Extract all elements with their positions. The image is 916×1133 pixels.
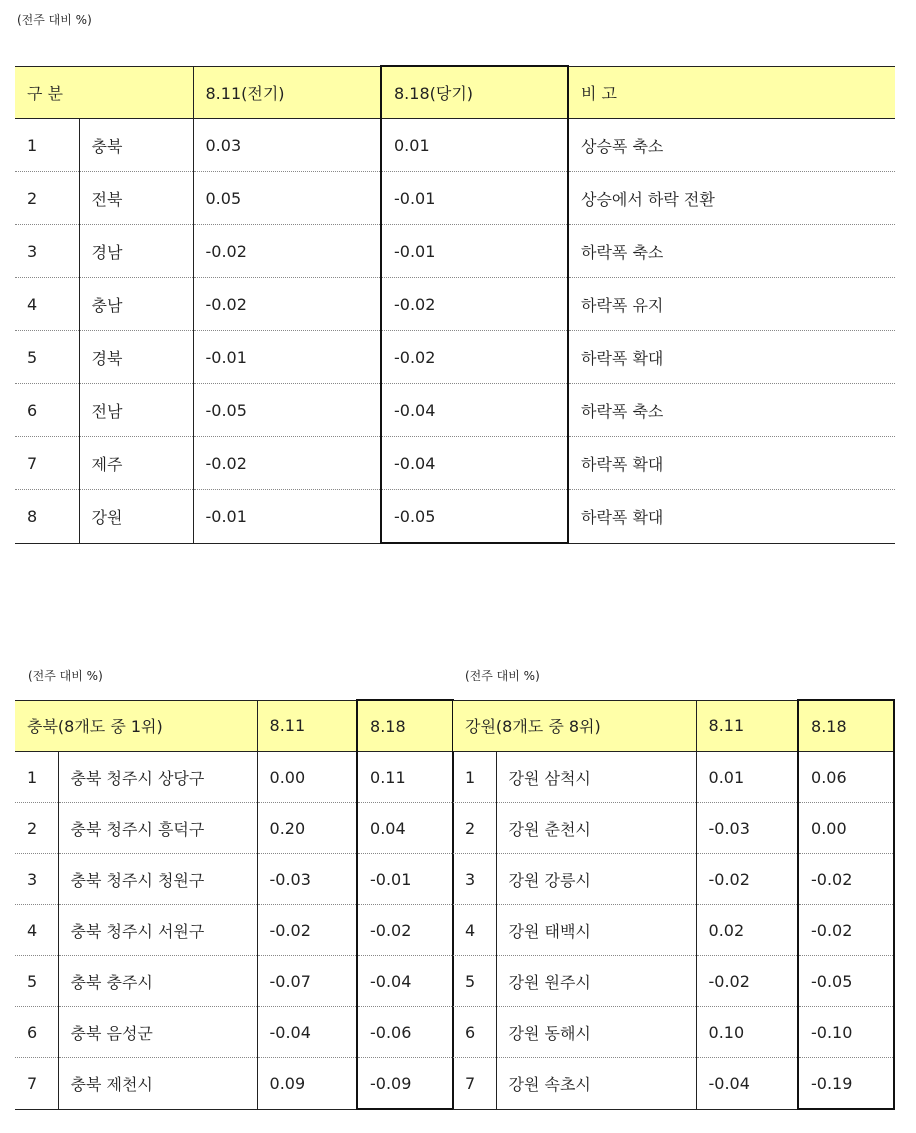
remark-cell: 하락폭 축소 xyxy=(568,225,895,278)
region-cell: 경북 xyxy=(79,331,193,384)
area-cell: 충북 충주시 xyxy=(58,956,257,1007)
table-row xyxy=(15,331,895,384)
prev-week-cell: -0.04 xyxy=(696,1058,798,1110)
prev-week-cell: -0.02 xyxy=(696,956,798,1007)
area-cell: 강원 춘천시 xyxy=(496,803,696,854)
province-change-table xyxy=(15,65,895,544)
unit-note-top: (전주 대비 %) xyxy=(17,13,92,27)
area-cell: 강원 속초시 xyxy=(496,1058,696,1110)
curr-week-cell: 0.00 xyxy=(798,803,894,854)
table-header-row xyxy=(15,66,895,119)
table-row xyxy=(15,278,895,331)
area-cell: 충북 청주시 청원구 xyxy=(58,854,257,905)
prev-week-cell: -0.03 xyxy=(257,854,357,905)
rank-cell: 5 xyxy=(453,956,496,1007)
region-cell: 강원 xyxy=(79,490,193,544)
table-row xyxy=(453,956,894,1007)
curr-week-cell: -0.05 xyxy=(381,490,568,544)
header-prev-week: 8.11 xyxy=(257,700,357,752)
table-row xyxy=(15,437,895,490)
prev-week-cell: -0.03 xyxy=(696,803,798,854)
region-cell: 충북 xyxy=(79,119,193,172)
area-cell: 강원 원주시 xyxy=(496,956,696,1007)
curr-week-cell: -0.04 xyxy=(381,384,568,437)
rank-cell: 7 xyxy=(15,1058,58,1110)
prev-week-cell: -0.04 xyxy=(257,1007,357,1058)
region-cell: 충남 xyxy=(79,278,193,331)
prev-week-cell: -0.02 xyxy=(257,905,357,956)
rank-cell: 3 xyxy=(15,225,79,278)
table-row xyxy=(453,905,894,956)
prev-week-cell: -0.07 xyxy=(257,956,357,1007)
curr-week-cell: 0.04 xyxy=(357,803,453,854)
table-row xyxy=(15,384,895,437)
region-cell: 전북 xyxy=(79,172,193,225)
prev-week-cell: -0.01 xyxy=(193,331,381,384)
prev-week-cell: 0.10 xyxy=(696,1007,798,1058)
prev-week-cell: 0.20 xyxy=(257,803,357,854)
curr-week-cell: -0.01 xyxy=(381,225,568,278)
curr-week-cell: -0.09 xyxy=(357,1058,453,1110)
table-row xyxy=(15,172,895,225)
rank-cell: 1 xyxy=(453,752,496,803)
curr-week-cell: -0.02 xyxy=(798,905,894,956)
curr-week-cell: 0.11 xyxy=(357,752,453,803)
curr-week-cell: -0.02 xyxy=(357,905,453,956)
curr-week-cell: -0.04 xyxy=(381,437,568,490)
header-remark: 비 고 xyxy=(568,66,895,119)
area-cell: 강원 강릉시 xyxy=(496,854,696,905)
rank-cell: 2 xyxy=(15,172,79,225)
header-title: 강원(8개도 중 8위) xyxy=(453,700,696,752)
rank-cell: 6 xyxy=(15,1007,58,1058)
table-row xyxy=(15,905,453,956)
area-cell: 충북 청주시 서원구 xyxy=(58,905,257,956)
remark-cell: 하락폭 확대 xyxy=(568,490,895,544)
header-title: 충북(8개도 중 1위) xyxy=(15,700,257,752)
prev-week-cell: 0.09 xyxy=(257,1058,357,1110)
area-cell: 충북 제천시 xyxy=(58,1058,257,1110)
prev-week-cell: -0.02 xyxy=(193,225,381,278)
remark-cell: 하락폭 확대 xyxy=(568,437,895,490)
rank-cell: 5 xyxy=(15,331,79,384)
curr-week-cell: -0.02 xyxy=(798,854,894,905)
rank-cell: 7 xyxy=(15,437,79,490)
unit-note-chungbuk: (전주 대비 %) xyxy=(28,669,103,683)
rank-cell: 6 xyxy=(15,384,79,437)
curr-week-cell: -0.01 xyxy=(357,854,453,905)
rank-cell: 3 xyxy=(15,854,58,905)
header-curr-week: 8.18 xyxy=(357,700,453,752)
header-curr-week: 8.18(당기) xyxy=(381,66,568,119)
prev-week-cell: 0.00 xyxy=(257,752,357,803)
rank-cell: 2 xyxy=(15,803,58,854)
prev-week-cell: 0.02 xyxy=(696,905,798,956)
table-row xyxy=(15,1058,453,1110)
curr-week-cell: -0.01 xyxy=(381,172,568,225)
table-header-row xyxy=(453,700,894,752)
prev-week-cell: -0.02 xyxy=(193,278,381,331)
table-row xyxy=(453,1007,894,1058)
region-cell: 제주 xyxy=(79,437,193,490)
prev-week-cell: -0.02 xyxy=(193,437,381,490)
rank-cell: 1 xyxy=(15,119,79,172)
table-row xyxy=(453,752,894,803)
chungbuk-table xyxy=(15,699,454,1110)
table-row xyxy=(15,803,453,854)
remark-cell: 하락폭 유지 xyxy=(568,278,895,331)
header-prev-week: 8.11 xyxy=(696,700,798,752)
area-cell: 강원 동해시 xyxy=(496,1007,696,1058)
remark-cell: 상승에서 하락 전환 xyxy=(568,172,895,225)
curr-week-cell: -0.05 xyxy=(798,956,894,1007)
curr-week-cell: 0.06 xyxy=(798,752,894,803)
curr-week-cell: 0.01 xyxy=(381,119,568,172)
unit-note-gangwon: (전주 대비 %) xyxy=(465,669,540,683)
prev-week-cell: -0.02 xyxy=(696,854,798,905)
header-prev-week: 8.11(전기) xyxy=(193,66,381,119)
curr-week-cell: -0.19 xyxy=(798,1058,894,1110)
remark-cell: 하락폭 축소 xyxy=(568,384,895,437)
table-row xyxy=(15,752,453,803)
area-cell: 강원 삼척시 xyxy=(496,752,696,803)
remark-cell: 상승폭 축소 xyxy=(568,119,895,172)
area-cell: 충북 청주시 상당구 xyxy=(58,752,257,803)
table-row xyxy=(15,225,895,278)
curr-week-cell: -0.02 xyxy=(381,278,568,331)
region-cell: 경남 xyxy=(79,225,193,278)
area-cell: 강원 태백시 xyxy=(496,905,696,956)
table-header-row xyxy=(15,700,453,752)
gangwon-table xyxy=(453,699,895,1110)
table-row xyxy=(453,1058,894,1110)
rank-cell: 2 xyxy=(453,803,496,854)
prev-week-cell: 0.05 xyxy=(193,172,381,225)
table-row xyxy=(15,854,453,905)
header-category: 구 분 xyxy=(15,66,193,119)
rank-cell: 4 xyxy=(453,905,496,956)
table-row xyxy=(15,956,453,1007)
region-cell: 전남 xyxy=(79,384,193,437)
rank-cell: 4 xyxy=(15,278,79,331)
rank-cell: 7 xyxy=(453,1058,496,1110)
rank-cell: 8 xyxy=(15,490,79,544)
rank-cell: 1 xyxy=(15,752,58,803)
curr-week-cell: -0.10 xyxy=(798,1007,894,1058)
curr-week-cell: -0.06 xyxy=(357,1007,453,1058)
table-row xyxy=(15,119,895,172)
prev-week-cell: 0.03 xyxy=(193,119,381,172)
prev-week-cell: -0.05 xyxy=(193,384,381,437)
remark-cell: 하락폭 확대 xyxy=(568,331,895,384)
table-row xyxy=(15,490,895,544)
area-cell: 충북 청주시 흥덕구 xyxy=(58,803,257,854)
table-row xyxy=(453,854,894,905)
curr-week-cell: -0.04 xyxy=(357,956,453,1007)
table-row xyxy=(15,1007,453,1058)
header-curr-week: 8.18 xyxy=(798,700,894,752)
rank-cell: 5 xyxy=(15,956,58,1007)
rank-cell: 6 xyxy=(453,1007,496,1058)
prev-week-cell: 0.01 xyxy=(696,752,798,803)
prev-week-cell: -0.01 xyxy=(193,490,381,544)
area-cell: 충북 음성군 xyxy=(58,1007,257,1058)
rank-cell: 3 xyxy=(453,854,496,905)
curr-week-cell: -0.02 xyxy=(381,331,568,384)
rank-cell: 4 xyxy=(15,905,58,956)
table-row xyxy=(453,803,894,854)
